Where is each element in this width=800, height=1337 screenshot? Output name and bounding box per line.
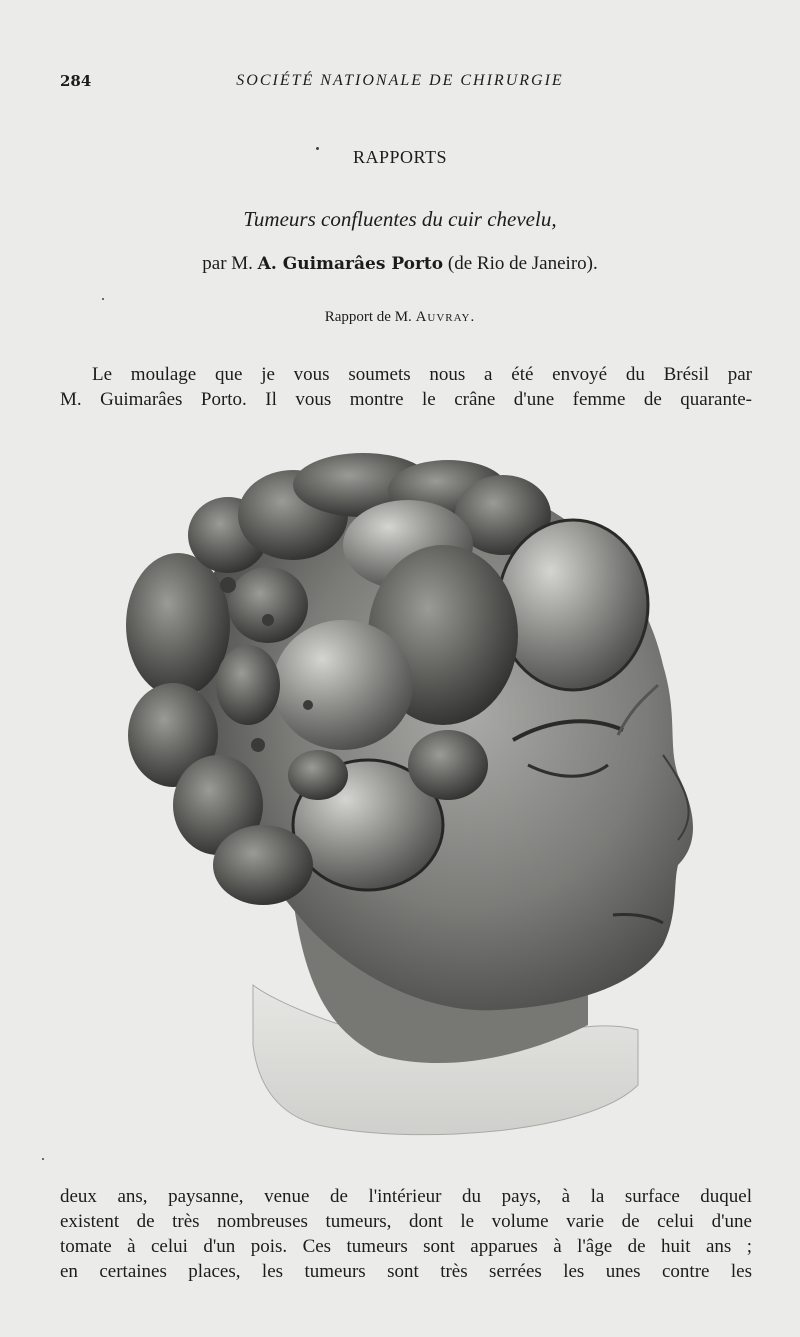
paragraph-line: en certaines places, les tumeurs sont très serrées les unes contre les (60, 1261, 752, 1282)
paragraph-line: deux ans, paysanne, venue de l'intérieur du pays, à la surface duquel (60, 1186, 752, 1207)
report-author: Auvray. (415, 309, 476, 325)
paragraph-line: existent de très nombreuses tumeurs, dont le volume varie de celui d'une (60, 1211, 752, 1232)
paragraph-line: M. Guimarâes Porto. Il vous montre le crâne d'une femme de quarante- (60, 389, 752, 410)
page-number: 284 (60, 72, 92, 90)
report-line (0, 309, 800, 326)
paragraph-continued (60, 1184, 752, 1284)
print-speck (42, 1158, 44, 1160)
byline-author: A. Guimarâes Porto (257, 254, 444, 274)
report-prefix: Rapport de M. (324, 309, 412, 325)
byline (0, 253, 800, 275)
paragraph-intro (60, 362, 752, 412)
article-title: Tumeurs confluentes du cuir chevelu, (243, 207, 557, 231)
byline-prefix: par M. (202, 253, 253, 274)
paragraph-line: tomate à celui d'un pois. Ces tumeurs sont apparues à l'âge de huit ans ; (60, 1236, 752, 1257)
head-cast-photograph (118, 445, 698, 1150)
section-title: RAPPORTS (353, 147, 447, 167)
print-speck (102, 298, 104, 300)
paragraph-line: Le moulage que je vous soumets nous a été envoyé du Brésil par (92, 364, 752, 385)
byline-suffix: (de Rio de Janeiro). (447, 253, 598, 274)
running-head: SOCIÉTÉ NATIONALE DE CHIRURGIE (236, 72, 564, 89)
